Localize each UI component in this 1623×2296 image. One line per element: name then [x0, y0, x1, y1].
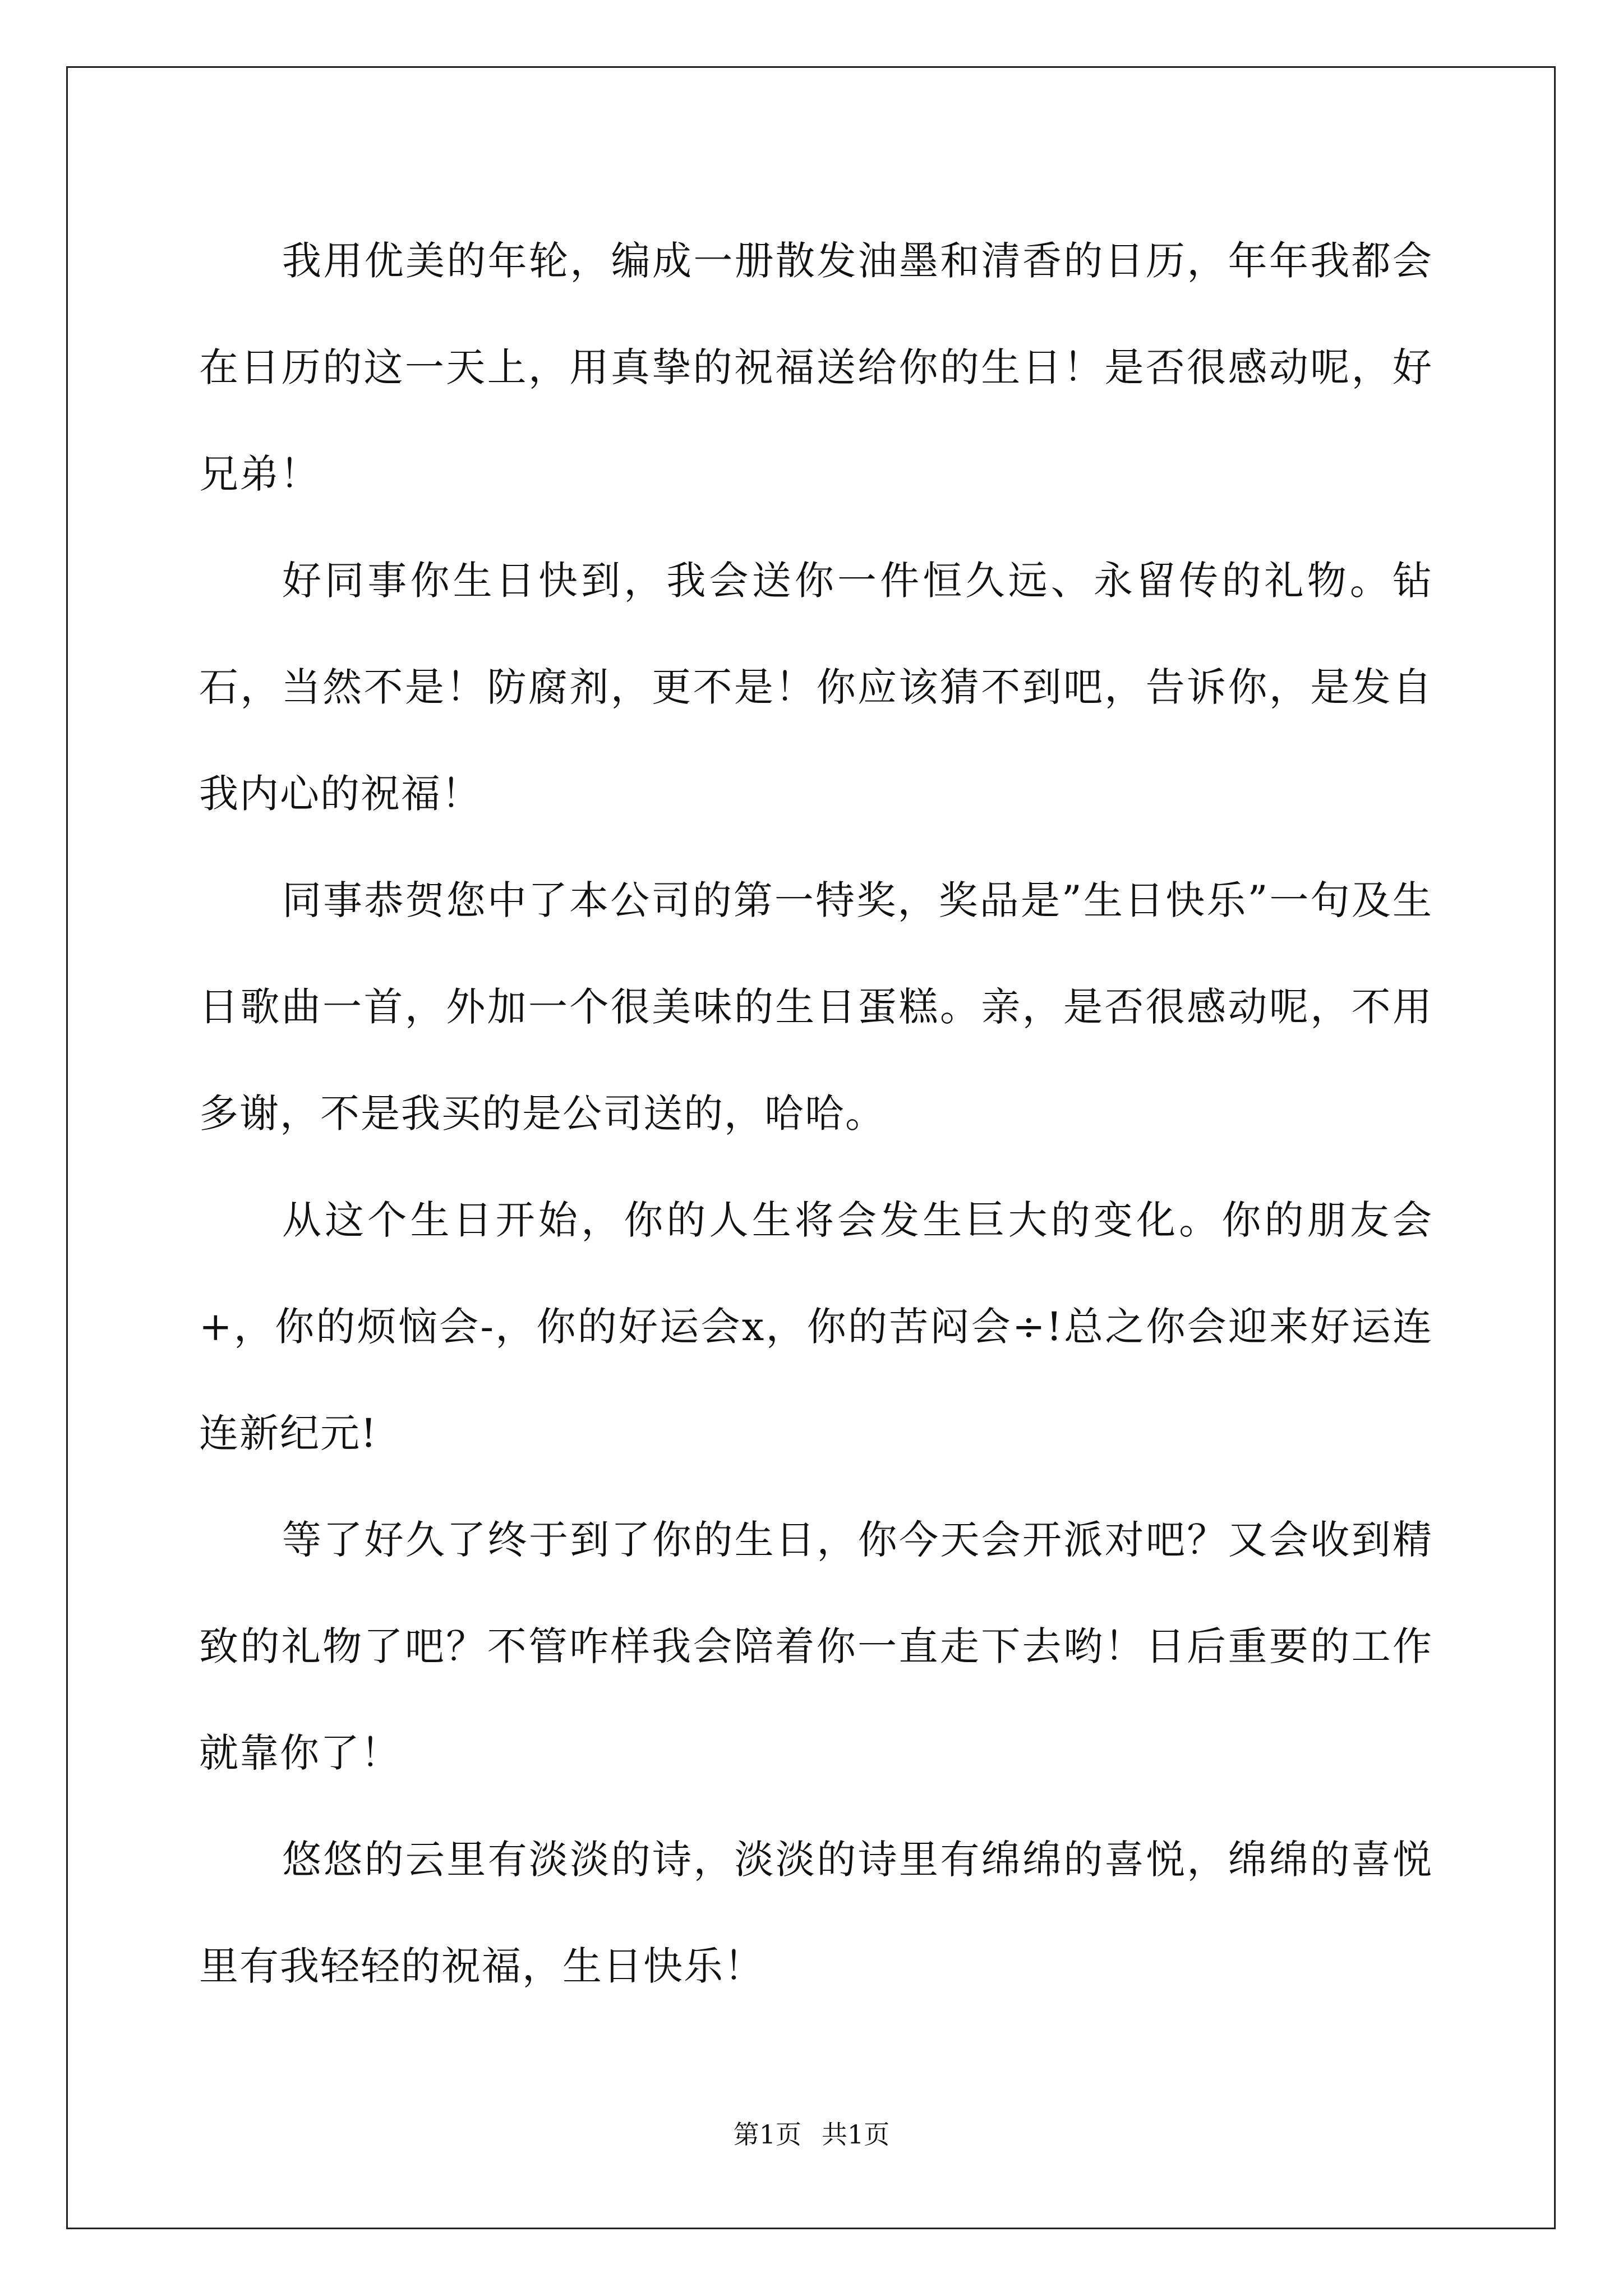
page-number-current: 第1页	[733, 2119, 801, 2150]
paragraph-3: 同事恭贺您中了本公司的第一特奖，奖品是”生日快乐”一句及生日歌曲一首，外加一个很美味的生日蛋糕。亲，是否很感动呢，不用多谢，不是我买的是公司送的，哈哈。	[199, 877, 1433, 1137]
paragraph-5: 等了好久了终于到了你的生日，你今天会开派对吧？又会收到精致的礼物了吧？不管咋样我会陪着你一直走下去哟！日后重要的工作就靠你了！	[199, 1517, 1433, 1776]
document-body	[199, 208, 1433, 2019]
paragraph-2: 好同事你生日快到，我会送你一件恒久远、永留传的礼物。钻石，当然不是！防腐剂，更不是！你应该猜不到吧，告诉你，是发自我内心的祝福！	[199, 558, 1433, 817]
paragraph-1: 我用优美的年轮，编成一册散发油墨和清香的日历，年年我都会在日历的这一天上，用真挚的祝福送给你的生日！是否很感动呢，好兄弟！	[199, 238, 1433, 497]
page-number-total: 共1页	[822, 2119, 890, 2150]
paragraph-4: 从这个生日开始，你的人生将会发生巨大的变化。你的朋友会+，你的烦恼会-，你的好运会x，你的苦闷会÷!总之你会迎来好运连连新纪元!	[199, 1197, 1433, 1456]
paragraph-6: 悠悠的云里有淡淡的诗，淡淡的诗里有绵绵的喜悦，绵绵的喜悦里有我轻轻的祝福，生日快乐！	[199, 1837, 1433, 1989]
page-footer	[0, 2118, 1623, 2151]
